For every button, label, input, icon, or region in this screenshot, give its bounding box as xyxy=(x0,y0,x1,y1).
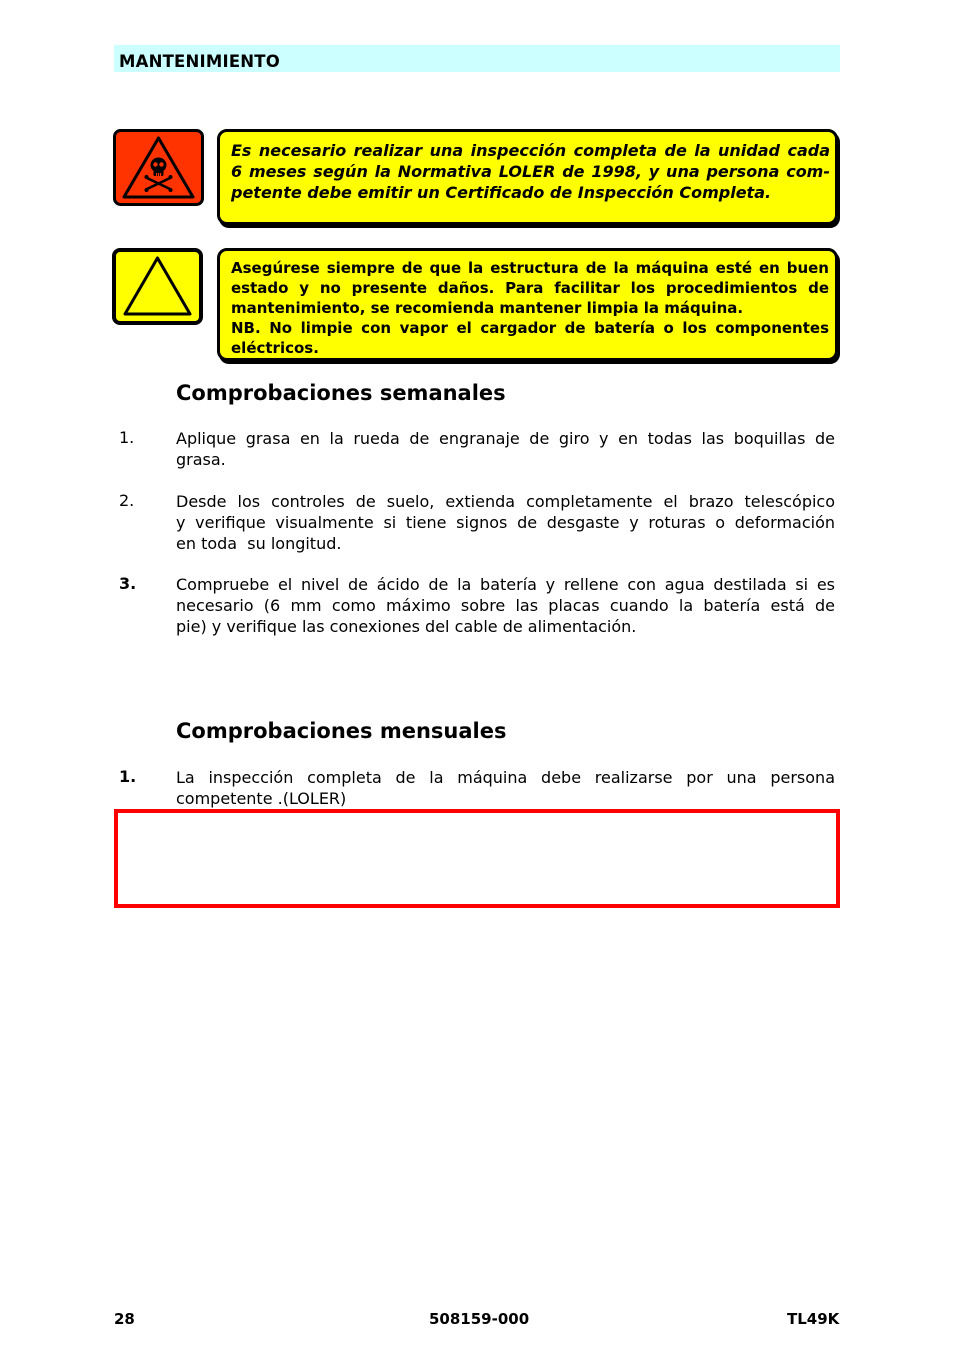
list-item-line: Aplique grasa en la rueda de engranaje de giro y en todas las boquillas de xyxy=(176,429,835,448)
list-item-line: en toda su longitud. xyxy=(176,534,342,553)
warning-line: 6 meses según la Normativa LOLER de 1998, y una persona com- xyxy=(231,162,830,181)
warning-line: Asegúrese siempre de que la estructura de la máquina esté en buen xyxy=(231,259,829,277)
weekly-checks-heading: Comprobaciones semanales xyxy=(176,381,506,405)
section-title: MANTENIMIENTO xyxy=(119,52,280,71)
list-item-number: 2. xyxy=(119,491,135,510)
list-item xyxy=(176,491,835,554)
list-item-number: 1. xyxy=(119,767,137,786)
warning-line: eléctricos. xyxy=(231,339,319,357)
page-number: 28 xyxy=(114,1310,135,1328)
list-item-line: competente .(LOLER) xyxy=(176,789,347,808)
list-item-number: 1. xyxy=(119,428,135,447)
list-item-line: Compruebe el nivel de ácido de la batería y rellene con agua destilada si es xyxy=(176,575,835,594)
list-item-line: y verifique visualmente si tiene signos de desgaste y roturas o deformación xyxy=(176,513,835,532)
list-item xyxy=(176,574,835,637)
list-item-line: grasa. xyxy=(176,450,226,469)
list-item-line: necesario (6 mm como máximo sobre las placas cuando la batería está de xyxy=(176,596,835,615)
list-item-number: 3. xyxy=(119,574,137,593)
warning-line: petente debe emitir un Certificado de Inspección Completa. xyxy=(231,183,772,202)
caution-triangle-icon xyxy=(112,248,203,325)
list-item xyxy=(176,767,835,809)
warning-line: Es necesario realizar una inspección completa de la unidad cada xyxy=(231,141,830,160)
warning-text-inspection xyxy=(231,140,830,203)
list-item xyxy=(176,428,835,470)
list-item-line: Desde los controles de suelo, extienda completamente el brazo telescópico xyxy=(176,492,835,511)
list-item-line: La inspección completa de la máquina debe realizarse por una persona xyxy=(176,768,835,787)
warning-line: NB. No limpie con vapor el cargador de batería o los componentes xyxy=(231,319,829,337)
warning-line: estado y no presente daños. Para facilitar los procedimientos de xyxy=(231,279,829,297)
warning-line: mantenimiento, se recomienda mantener limpia la máquina. xyxy=(231,299,744,317)
list-item-line: pie) y verifique las conexiones del cable de alimentación. xyxy=(176,617,637,636)
monthly-checks-heading: Comprobaciones mensuales xyxy=(176,719,507,743)
red-outline-box xyxy=(114,809,840,908)
model-name: TL49K xyxy=(787,1310,840,1328)
skull-crossbones-icon xyxy=(113,129,204,206)
document-number: 508159-000 xyxy=(429,1310,530,1328)
warning-text-structure xyxy=(231,258,829,358)
